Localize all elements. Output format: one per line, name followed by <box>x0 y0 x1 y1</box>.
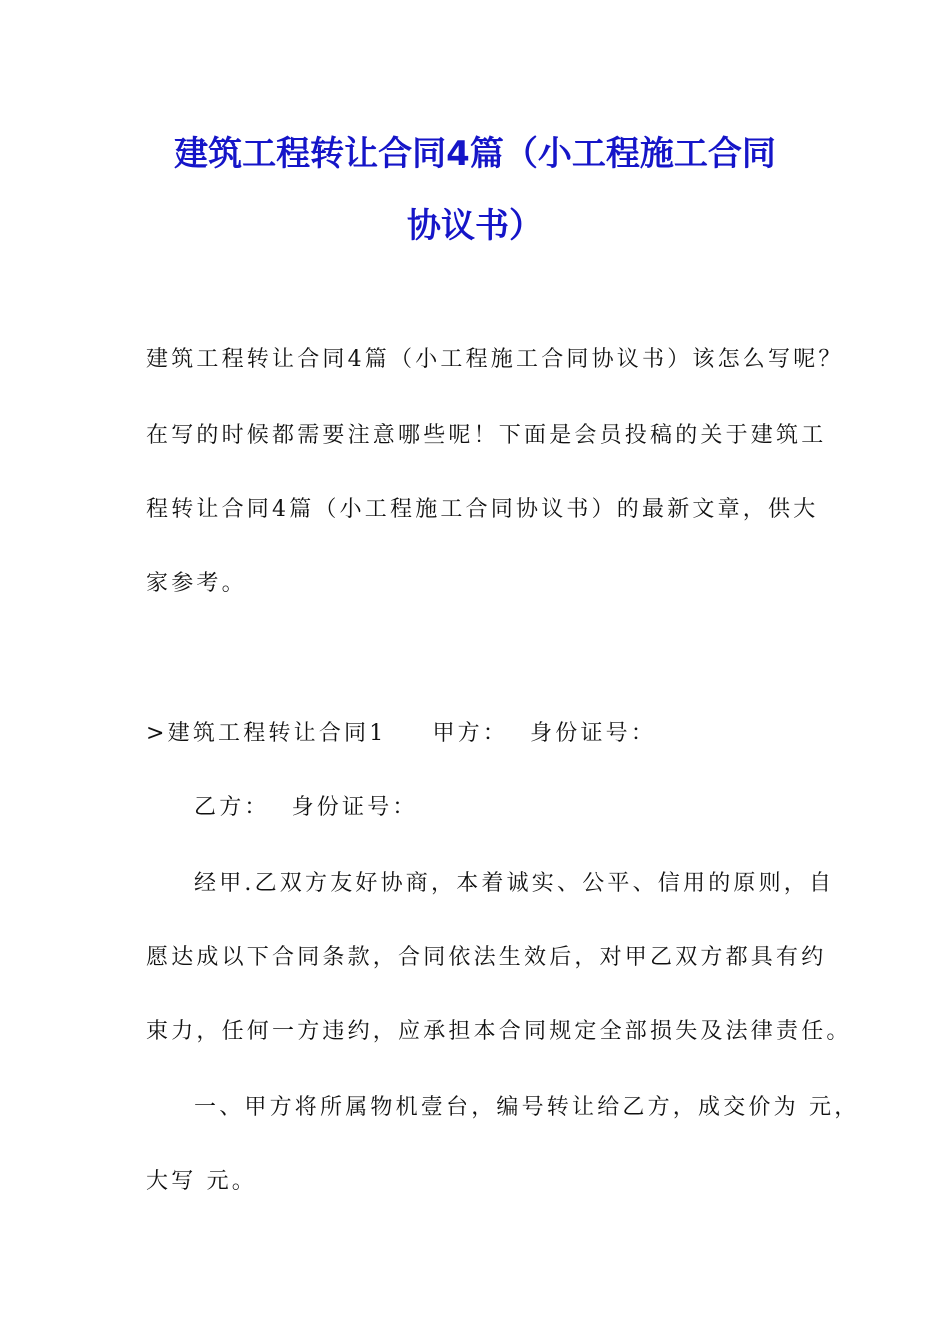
document-title-line-1: 建筑工程转让合同4篇（小工程施工合同 <box>174 134 776 174</box>
document-title-line-2: 协议书） <box>407 206 543 246</box>
paragraph-1-line-2: 愿达成以下合同条款，合同依法生效后，对甲乙双方都具有约 <box>146 945 827 970</box>
party-a-id-label: 身份证号： <box>530 721 657 746</box>
paragraph-1-line-1: 经甲.乙双方友好协商，本着诚实、公平、信用的原则，自 <box>194 871 835 896</box>
party-b-label: 乙方： <box>194 795 270 820</box>
intro-line-1: 建筑工程转让合同4篇（小工程施工合同协议书）该怎么写呢？ <box>146 347 844 372</box>
party-a-label: 甲方： <box>432 721 509 746</box>
contract-heading <box>146 720 656 748</box>
intro-line-2: 在写的时候都需要注意哪些呢！下面是会员投稿的关于建筑工 <box>146 423 827 448</box>
party-b-line <box>194 794 418 822</box>
clause-1-line-2: 大写 元。 <box>146 1169 257 1194</box>
contract-heading-label: >建筑工程转让合同1 <box>146 721 387 746</box>
clause-1-line-1: 一、甲方将所属物机壹台，编号转让给乙方，成交价为 元， <box>194 1095 860 1120</box>
party-b-id-label: 身份证号： <box>291 795 418 820</box>
intro-line-3: 程转让合同4篇（小工程施工合同协议书）的最新文章，供大 <box>146 497 819 522</box>
intro-line-4: 家参考。 <box>146 571 247 596</box>
paragraph-1-line-3: 束力，任何一方违约，应承担本合同规定全部损失及法律责任。 <box>146 1019 852 1044</box>
